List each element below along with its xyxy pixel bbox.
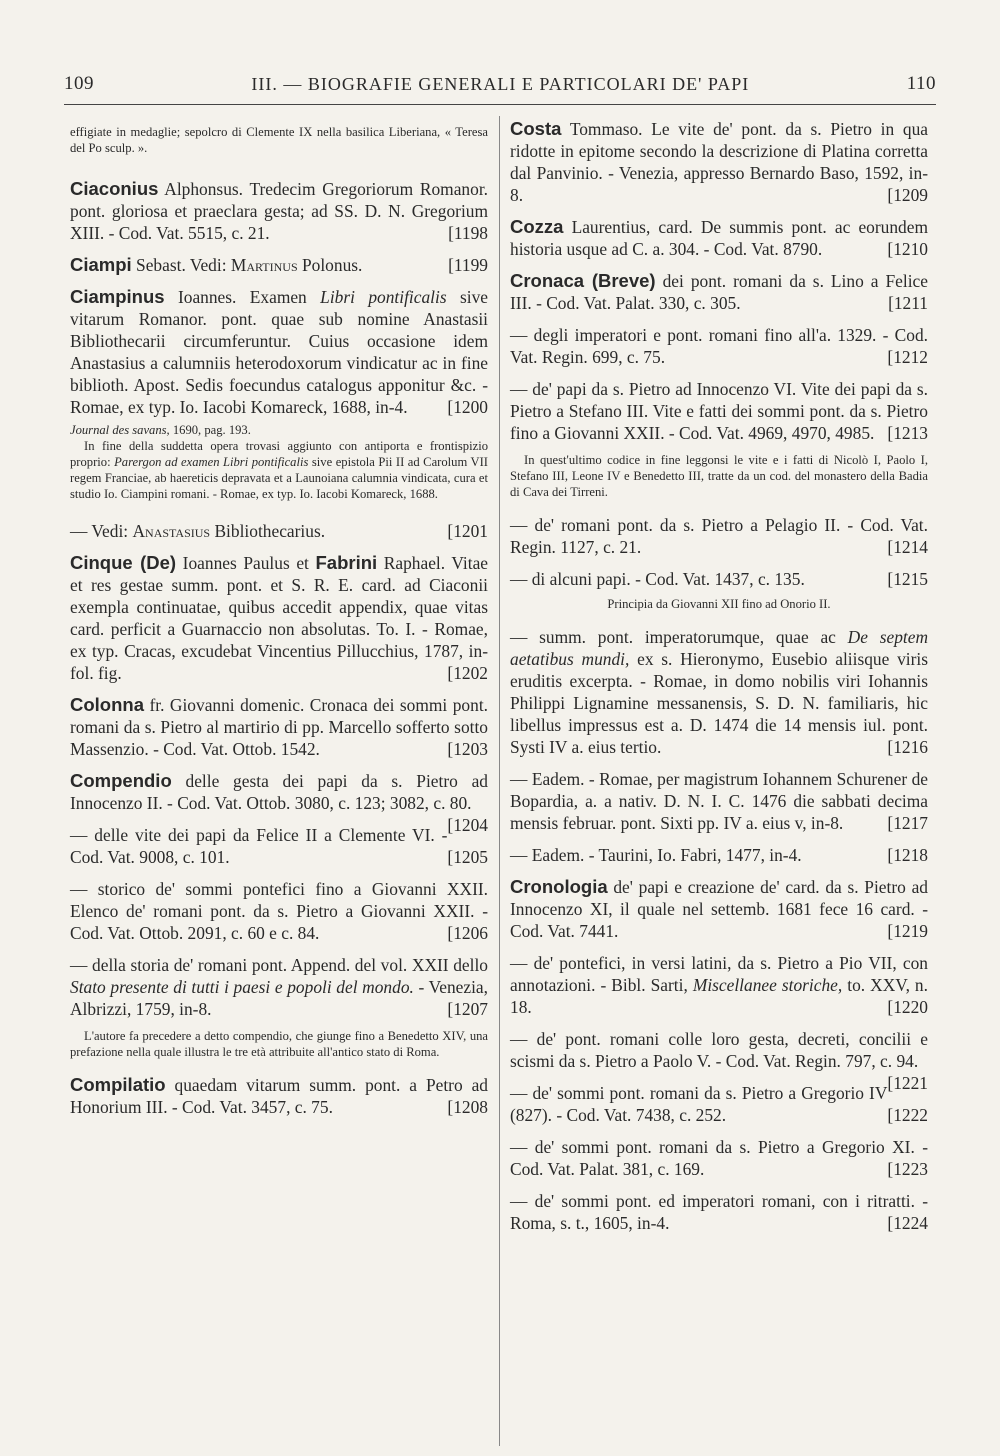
entry-number: [1208: [447, 1097, 488, 1117]
entry-text: — de' pont. romani colle loro gesta, decreti, concilii e scismi da s. Pietro a Paolo V. - Cod. Vat. Regin. 797, c. 94.: [510, 1029, 928, 1071]
entry-1200: [70, 286, 488, 418]
note-text: 1690, pag. 193.: [169, 423, 251, 437]
entry-number: [1209: [887, 185, 928, 205]
entry-text: — de' sommi pont. ed imperatori romani, con i ritratti. - Roma, s. t., 1605, in-4.: [510, 1191, 928, 1233]
entry-text: — delle vite dei papi da Felice II a Clemente VI. - Cod. Vat. 9008, c. 101.: [70, 825, 448, 867]
page-number-right: 110: [906, 73, 936, 94]
entry-continuation: effigiate in medaglie; sepolcro di Clemente IX nella basilica Liberiana, « Teresa del Po sculp. ».: [70, 125, 488, 155]
header-rule: [64, 104, 936, 105]
entry-1212: [510, 324, 928, 368]
entry-number: [1211: [888, 293, 928, 313]
headword: Compendio: [70, 770, 172, 791]
headword: Cronaca (Breve): [510, 270, 656, 291]
column-divider: [499, 116, 500, 1446]
entry-number: [1210: [887, 239, 928, 259]
entry-note: [70, 422, 488, 438]
entry-1214: [510, 514, 928, 558]
entry-1222: [510, 1082, 928, 1126]
entry-text: ex s. Hieronymo, Eusebio aliisque viris eruditis excerpta. - Romae, in domo nobilis viri Iohannis Philippi Lignamine messanensis, S. D. N. familiaris, hic libellus impressus est a. D. 1474 die 14 mensis iul. pont. Systi IV a. eius tertio.: [510, 649, 928, 757]
entry-1199: [70, 254, 488, 276]
entry-1218: [510, 844, 928, 866]
entry-number: [1218: [887, 845, 928, 865]
entry-text: — Eadem. - Taurini, Io. Fabri, 1477, in-4.: [510, 845, 802, 865]
entry-number: [1200: [447, 397, 488, 417]
page-number-left: 109: [64, 73, 94, 94]
running-header: [64, 64, 936, 104]
entry-1219: [510, 876, 928, 942]
entry-1216: [510, 626, 928, 758]
entry-number: [1221: [887, 1073, 928, 1093]
headword: Cronologia: [510, 876, 608, 897]
entry-1220: [510, 952, 928, 1018]
note-italic: Parergon ad examen Libri pontificalis: [114, 455, 309, 469]
entry-text: — de' pontefici, in versi latini, da s. Pietro a Pio VII, con annotazioni. - Bibl. Sarti,: [510, 953, 928, 995]
entry-note: In quest'ultimo codice in fine leggonsi le vite e i fatti di Nicolò I, Paolo I, Stefano III, Leone IV e Benedetto III, tratte da un cod. del monastero della Badia di Cava dei Tirreni.: [510, 453, 928, 499]
entry-1201: [70, 520, 488, 542]
note-text: In fine della suddetta opera trovasi aggiunto con antiporta e frontispizio proprio:: [70, 439, 488, 469]
entry-text: Ioannes. Examen: [164, 287, 321, 307]
entry-text: Bibliothecarius.: [210, 521, 326, 541]
right-column: [510, 118, 928, 1244]
entry-text: — Eadem. - Romae, per magistrum Iohannem Schurener de Bopardia, a. a nativ. D. N. I. C. 1476 die sabbati decima mensis februar. pont. Sixti pp. IV a. eius v, in-8.: [510, 769, 928, 833]
headword: Ciampi: [70, 254, 132, 275]
entry-text: delle gesta dei papi da s. Pietro ad Innocenzo II. - Cod. Vat. Ottob. 3080, c. 123; 3082, c. 80.: [70, 771, 488, 813]
entry-text: — di alcuni papi. - Cod. Vat. 1437, c. 135.: [510, 569, 805, 589]
entry-1217: [510, 768, 928, 834]
entry-text: — de' sommi pont. romani da s. Pietro a Gregorio IV (827). - Cod. Vat. 7438, c. 252.: [510, 1083, 888, 1125]
entry-1221: [510, 1028, 928, 1093]
entry-text: dei pont. romani da s. Lino a Felice III. - Cod. Vat. Palat. 330, c. 305.: [510, 271, 928, 313]
entry-text: Polonus.: [297, 255, 363, 275]
entry-1223: [510, 1136, 928, 1180]
entry-number: [1224: [887, 1213, 928, 1233]
entry-1224: [510, 1190, 928, 1234]
entry-number: [1213: [887, 423, 928, 443]
entry-1207: [70, 954, 488, 1020]
entry-text: sive vitarum Romanor. pont. quae sub nomine Anastasii Bibliothecarii circumferuntur. Cuius occasione idem Anastasius a calumniis heterodoxorum vindicatur ac in fine biblioth. Apost. Sedis foecundus catalogus apponitur &c. - Romae, ex typ. Io. Iacobi Komareck, 1688, in-4.: [70, 287, 489, 417]
title-italic: Miscellanee storiche,: [692, 975, 843, 995]
entry-text: — Vedi:: [70, 521, 133, 541]
entry-number: [1216: [887, 737, 928, 757]
entry-1211: [510, 270, 928, 314]
entry-number: [1205: [447, 847, 488, 867]
entry-text: — storico de' sommi pontefici fino a Giovanni XXII. Elenco de' romani pont. da s. Pietro a Giovanni XXII. - Cod. Vat. Ottob. 2091, c. 60 e c. 84.: [70, 879, 488, 943]
entry-text: Ioannes Paulus et: [176, 553, 316, 573]
entry-text: Raphael. Vitae et res gestae summ. pont. et S. R. E. card. ad Ciaconii exempla continuatae, quibus accedit appendix, quae vitas card. perficit a Guarnaccio non absolutas. To. I. - Romae, ex typ. Cracas, excudebat Vincentius Pillucchius, 1787, in-fol. fig.: [70, 553, 489, 683]
entry-number: [1220: [887, 997, 928, 1017]
entry-number: [1219: [887, 921, 928, 941]
entry-number: [1206: [447, 923, 488, 943]
title-italic: Stato presente di tutti i paesi e popoli del mondo.: [70, 977, 414, 997]
cross-reference: Martinus: [230, 255, 298, 275]
entry-text: de' papi e creazione de' card. da s. Pietro ad Innocenzo XI, il quale nel settemb. 1681 fece 16 card. - Cod. Vat. 7441.: [510, 877, 928, 941]
entry-number: [1202: [447, 663, 488, 683]
entry-number: [1198: [448, 223, 488, 243]
entry-1208: [70, 1074, 488, 1118]
entry-1205: [70, 824, 488, 868]
entry-1210: [510, 216, 928, 260]
entry-text: — summ. pont. imperatorumque, quae ac: [510, 627, 848, 647]
entry-number: [1204: [447, 815, 488, 835]
entry-1198: [70, 178, 488, 244]
entry-note: [70, 438, 488, 502]
entry-text: Laurentius, card. De summis pont. ac eorundem historia usque ad C. a. 304. - Cod. Vat. 8790.: [510, 217, 928, 259]
headword: Costa: [510, 118, 562, 139]
entry-text: fr. Giovanni domenic. Cronaca dei sommi pont. romani da s. Pietro al martirio di pp. Marcello sofferto sotto Massenzio. - Cod. Vat. Ottob. 1542.: [70, 695, 488, 759]
entry-number: [1217: [887, 813, 928, 833]
entry-number: [1203: [447, 739, 488, 759]
entry-1209: [510, 118, 928, 206]
entry-number: [1212: [887, 347, 928, 367]
entry-note: Principia da Giovanni XII fino ad Onorio II.: [607, 597, 831, 611]
entry-text: Tommaso. Le vite de' pont. da s. Pietro in qua ridotte in epitome secondo la descrizione di Platina corretta dal Panvinio. - Venezia, appresso Bernardo Baso, 1592, in-8.: [510, 119, 928, 205]
entry-number: [1222: [887, 1105, 928, 1125]
entry-1202: [70, 552, 488, 684]
entry-text: — de' papi da s. Pietro ad Innocenzo VI. Vite dei papi da s. Pietro a Stefano III. Vite e fatti dei sommi pont. da s. Pietro fino a Giovanni XXII. - Cod. Vat. 4969, 4970, 4985.: [510, 379, 928, 443]
title-italic: Libri pontificalis: [320, 287, 447, 307]
entry-text: — della storia de' romani pont. Append. del vol. XXII dello: [70, 955, 488, 975]
cross-reference: Anastasius: [132, 521, 211, 541]
headword: Ciaconius: [70, 178, 159, 199]
headword: Cinque (De): [70, 552, 177, 573]
entry-1213: [510, 378, 928, 444]
entry-number: [1207: [447, 999, 488, 1019]
headword: Compilatio: [70, 1074, 166, 1095]
entry-1215: [510, 568, 928, 590]
running-title: III. — BIOGRAFIE GENERALI E PARTICOLARI DE' PAPI: [251, 73, 750, 94]
entry-1203: [70, 694, 488, 760]
entry-number: [1215: [887, 569, 928, 589]
note-text: sive epistola Pii II ad Carolum VII regem Franciae, ab haereticis depravata et a Launoiana calumnia vindicata, cura et studio Io. Ciampini romani. - Romae, ex typ. Io. Iacobi Komareck, 1688.: [70, 455, 488, 501]
entry-text: — de' sommi pont. romani da s. Pietro a Gregorio XI. - Cod. Vat. Palat. 381, c. 169.: [510, 1137, 928, 1179]
entry-1204: [70, 770, 488, 835]
entry-number: [1199: [448, 255, 488, 275]
title-italic: De septem aetatibus mundi,: [510, 627, 929, 669]
entry-note: L'autore fa precedere a detto compendio, che giunge fino a Benedetto XIV, una prefazione nella quale illustra le tre età attribuite all'antico stato di Roma.: [70, 1029, 488, 1059]
headword: Cozza: [510, 216, 564, 237]
entry-text: to. XXV, n. 18.: [510, 975, 928, 1017]
headword: Ciampinus: [70, 286, 165, 307]
entry-text: Sebast. Vedi:: [131, 255, 231, 275]
entry-text: — degli imperatori e pont. romani fino all'a. 1329. - Cod. Vat. Regin. 699, c. 75.: [510, 325, 928, 367]
entry-number: [1201: [447, 521, 488, 541]
entry-text: — de' romani pont. da s. Pietro a Pelagio II. - Cod. Vat. Regin. 1127, c. 21.: [510, 515, 928, 557]
left-column: [70, 118, 488, 1128]
entry-text: Alphonsus. Tredecim Gregoriorum Romanor. pont. gloriosa et praeclara gesta; ad SS. D. N. Gregorium XIII. - Cod. Vat. 5515, c. 21.: [70, 179, 488, 243]
entry-number: [1223: [887, 1159, 928, 1179]
entry-text: quaedam vitarum summ. pont. a Petro ad Honorium III. - Cod. Vat. 3457, c. 75.: [70, 1075, 488, 1117]
entry-text: - Venezia, Albrizzi, 1759, in-8.: [70, 977, 488, 1019]
entry-1206: [70, 878, 488, 944]
entry-number: [1214: [887, 537, 928, 557]
headword: Colonna: [70, 694, 144, 715]
headword: Fabrini: [315, 552, 378, 573]
note-italic: Journal des savans,: [70, 423, 170, 437]
